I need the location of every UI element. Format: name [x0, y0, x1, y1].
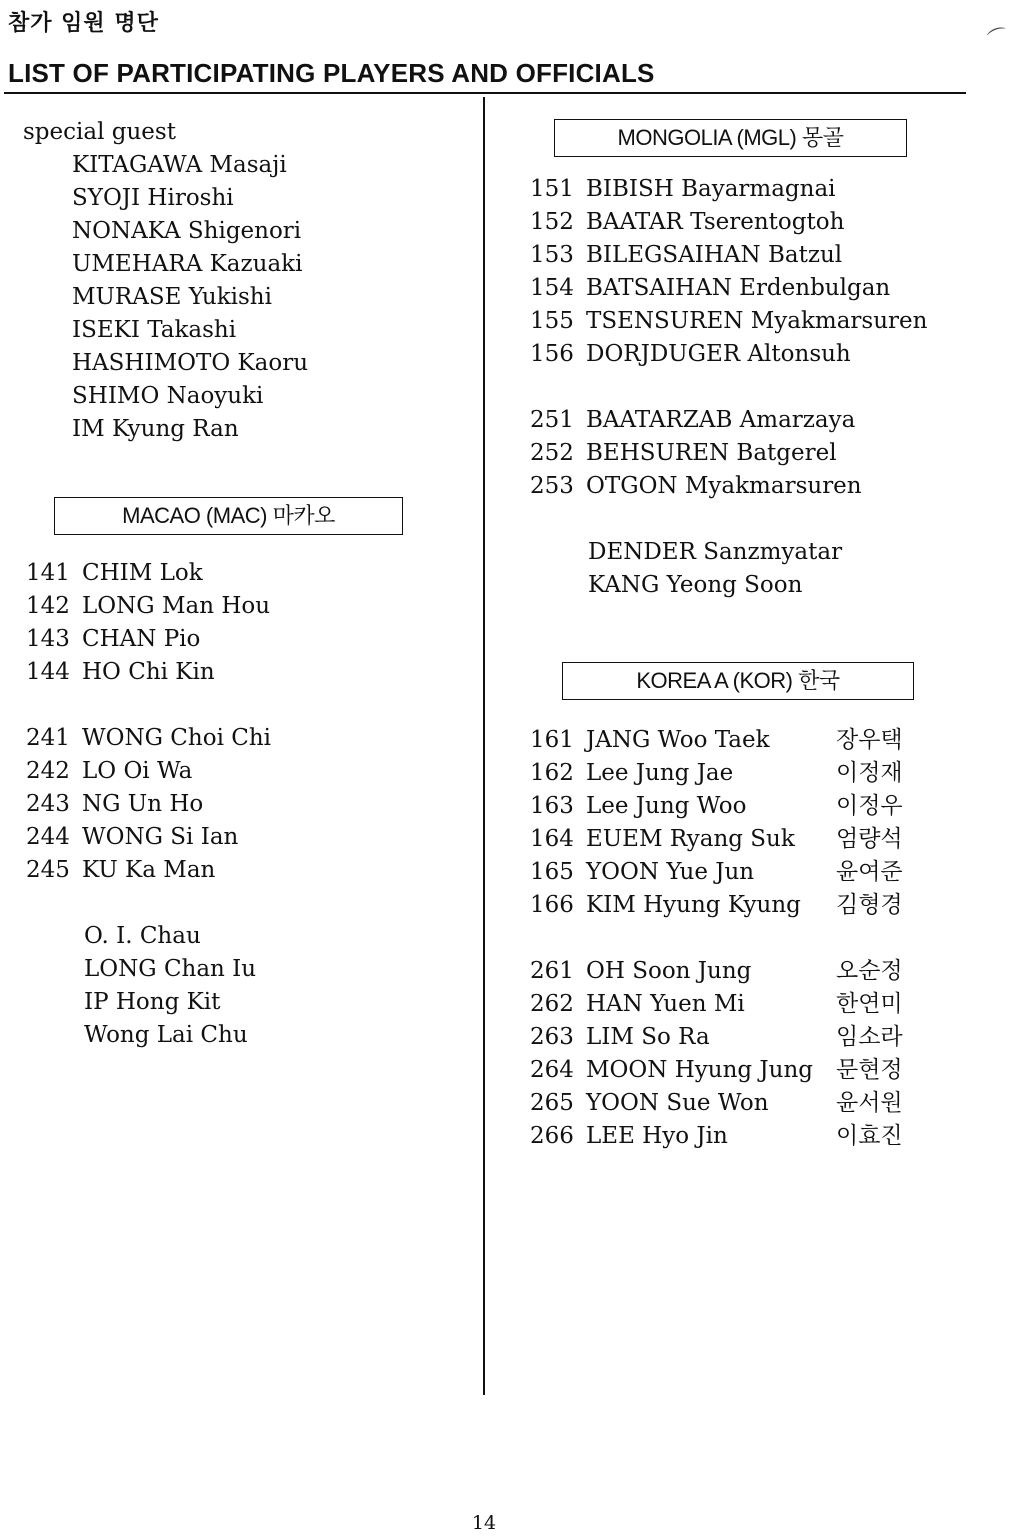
page-number: 14 — [471, 1512, 497, 1534]
player-korean-name: 한연미 — [836, 991, 903, 1017]
player-number: 242 — [26, 758, 70, 784]
player-row — [530, 790, 903, 823]
player-korean-name: 이정우 — [836, 793, 903, 819]
special-guest-section — [23, 116, 308, 446]
special-guest-name: UMEHARA Kazuaki — [72, 251, 303, 277]
player-name: LONG Man Hou — [82, 593, 271, 619]
player-name: LIM So Ra — [586, 1024, 710, 1050]
player-number: 164 — [530, 826, 574, 852]
player-name: MOON Hyung Jung — [586, 1057, 813, 1083]
special-guest-name: NONAKA Shigenori — [72, 218, 302, 244]
player-number: 251 — [530, 407, 574, 433]
special-guest-list — [23, 149, 308, 446]
korean-title: 참가 임원 명단 — [8, 11, 159, 36]
player-name: Lee Jung Woo — [586, 793, 747, 819]
player-number: 161 — [530, 727, 574, 753]
player-number: 166 — [530, 892, 574, 918]
official-name: O. I. Chau — [84, 923, 201, 949]
player-name: NG Un Ho — [82, 791, 204, 817]
player-row — [530, 1120, 903, 1153]
player-row — [530, 988, 903, 1021]
player-number: 243 — [26, 791, 70, 817]
special-guest-name: HASHIMOTO Kaoru — [72, 350, 309, 376]
player-korean-name: 엄량석 — [836, 826, 903, 852]
player-korean-name: 이정재 — [836, 760, 903, 786]
player-number: 241 — [26, 725, 70, 751]
player-korean-name: 윤서원 — [836, 1090, 903, 1116]
player-name: WONG Si Ian — [82, 824, 239, 850]
player-number: 142 — [26, 593, 70, 619]
player-name: YOON Sue Won — [586, 1090, 769, 1116]
player-number: 153 — [530, 242, 574, 268]
player-number: 141 — [26, 560, 70, 586]
player-name: CHIM Lok — [82, 560, 203, 586]
player-number: 162 — [530, 760, 574, 786]
player-number: 266 — [530, 1123, 574, 1149]
player-number: 265 — [530, 1090, 574, 1116]
player-row — [530, 1087, 903, 1120]
player-row — [530, 1054, 903, 1087]
player-name: KIM Hyung Kyung — [586, 892, 801, 918]
official-name: LONG Chan Iu — [84, 956, 257, 982]
macao-players-group-2 — [26, 722, 271, 887]
player-number: 154 — [530, 275, 574, 301]
special-guest-name: KITAGAWA Masaji — [72, 152, 287, 178]
player-name: OTGON Myakmarsuren — [586, 473, 862, 499]
player-row — [26, 854, 271, 887]
player-number: 155 — [530, 308, 574, 334]
player-row — [530, 173, 927, 206]
player-row — [26, 722, 271, 755]
player-name: DORJDUGER Altonsuh — [586, 341, 851, 367]
player-row — [26, 656, 270, 689]
player-name: BATSAIHAN Erdenbulgan — [586, 275, 891, 301]
official-name: KANG Yeong Soon — [588, 572, 803, 598]
player-row — [26, 623, 270, 656]
player-row — [530, 889, 903, 922]
macao-players-group-1 — [26, 557, 270, 689]
macao-officials — [84, 920, 256, 1052]
player-name: OH Soon Jung — [586, 958, 752, 984]
mongolia-officials — [588, 536, 842, 602]
player-korean-name: 임소라 — [836, 1024, 903, 1050]
title-rule — [4, 92, 966, 94]
player-row — [26, 788, 271, 821]
korea-a-header-box: KOREA A (KOR) 한국 — [562, 662, 914, 700]
player-korean-name: 문현정 — [836, 1057, 903, 1083]
player-row — [530, 239, 927, 272]
special-guest-name: SYOJI Hiroshi — [72, 185, 234, 211]
player-name: WONG Choi Chi — [82, 725, 271, 751]
player-korean-name: 장우택 — [836, 727, 903, 753]
mongolia-players-group-1 — [530, 173, 927, 371]
player-number: 245 — [26, 857, 70, 883]
player-row — [530, 1021, 903, 1054]
player-name: BAATAR Tserentogtoh — [586, 209, 845, 235]
player-name: LO Oi Wa — [82, 758, 193, 784]
player-row — [530, 724, 903, 757]
official-name: Wong Lai Chu — [84, 1022, 248, 1048]
player-name: KU Ka Man — [82, 857, 216, 883]
player-row — [530, 437, 862, 470]
player-number: 152 — [530, 209, 574, 235]
column-divider — [483, 97, 485, 1395]
player-number: 165 — [530, 859, 574, 885]
player-row — [530, 404, 862, 437]
player-row — [530, 470, 862, 503]
special-guest-name: ISEKI Takashi — [72, 317, 237, 343]
scan-mark-icon: ⌒ — [985, 23, 1013, 53]
player-number: 143 — [26, 626, 70, 652]
player-name: JANG Woo Taek — [586, 727, 770, 753]
mongolia-header-box: MONGOLIA (MGL) 몽골 — [554, 119, 907, 157]
special-guest-label: special guest — [23, 119, 176, 145]
player-row — [530, 338, 927, 371]
player-number: 263 — [530, 1024, 574, 1050]
korea-a-players-group-1 — [530, 724, 903, 922]
player-row — [530, 823, 903, 856]
player-row — [530, 272, 927, 305]
player-name: HO Chi Kin — [82, 659, 215, 685]
player-name: LEE Hyo Jin — [586, 1123, 728, 1149]
player-number: 163 — [530, 793, 574, 819]
player-number: 252 — [530, 440, 574, 466]
player-row — [26, 590, 270, 623]
player-number: 151 — [530, 176, 574, 202]
player-korean-name: 오순정 — [836, 958, 903, 984]
player-korean-name: 윤여준 — [836, 859, 903, 885]
player-row — [530, 757, 903, 790]
official-name: DENDER Sanzmyatar — [588, 539, 843, 565]
special-guest-name: IM Kyung Ran — [72, 416, 239, 442]
player-row — [26, 557, 270, 590]
korea-a-players-group-2 — [530, 955, 903, 1153]
player-name: YOON Yue Jun — [586, 859, 755, 885]
player-name: EUEM Ryang Suk — [586, 826, 795, 852]
mongolia-players-group-2 — [530, 404, 862, 503]
player-name: HAN Yuen Mi — [586, 991, 745, 1017]
special-guest-name: MURASE Yukishi — [72, 284, 272, 310]
player-name: TSENSUREN Myakmarsuren — [586, 308, 928, 334]
player-korean-name: 이효진 — [836, 1123, 903, 1149]
player-row — [530, 955, 903, 988]
player-korean-name: 김형경 — [836, 892, 903, 918]
player-number: 262 — [530, 991, 574, 1017]
player-number: 156 — [530, 341, 574, 367]
player-number: 244 — [26, 824, 70, 850]
player-name: BEHSUREN Batgerel — [586, 440, 837, 466]
player-name: BAATARZAB Amarzaya — [586, 407, 856, 433]
player-row — [530, 305, 927, 338]
official-name: IP Hong Kit — [84, 989, 221, 1015]
player-row — [26, 755, 271, 788]
player-name: CHAN Pio — [82, 626, 201, 652]
special-guest-name: SHIMO Naoyuki — [72, 383, 264, 409]
english-title: LIST OF PARTICIPATING PLAYERS AND OFFICIALS — [8, 58, 655, 88]
player-row — [530, 856, 903, 889]
player-number: 261 — [530, 958, 574, 984]
player-name: Lee Jung Jae — [586, 760, 734, 786]
player-name: BIBISH Bayarmagnai — [586, 176, 836, 202]
player-number: 253 — [530, 473, 574, 499]
player-row — [26, 821, 271, 854]
player-name: BILEGSAIHAN Batzul — [586, 242, 843, 268]
player-number: 144 — [26, 659, 70, 685]
player-number: 264 — [530, 1057, 574, 1083]
macao-header-box: MACAO (MAC) 마카오 — [54, 497, 403, 535]
player-row — [530, 206, 927, 239]
